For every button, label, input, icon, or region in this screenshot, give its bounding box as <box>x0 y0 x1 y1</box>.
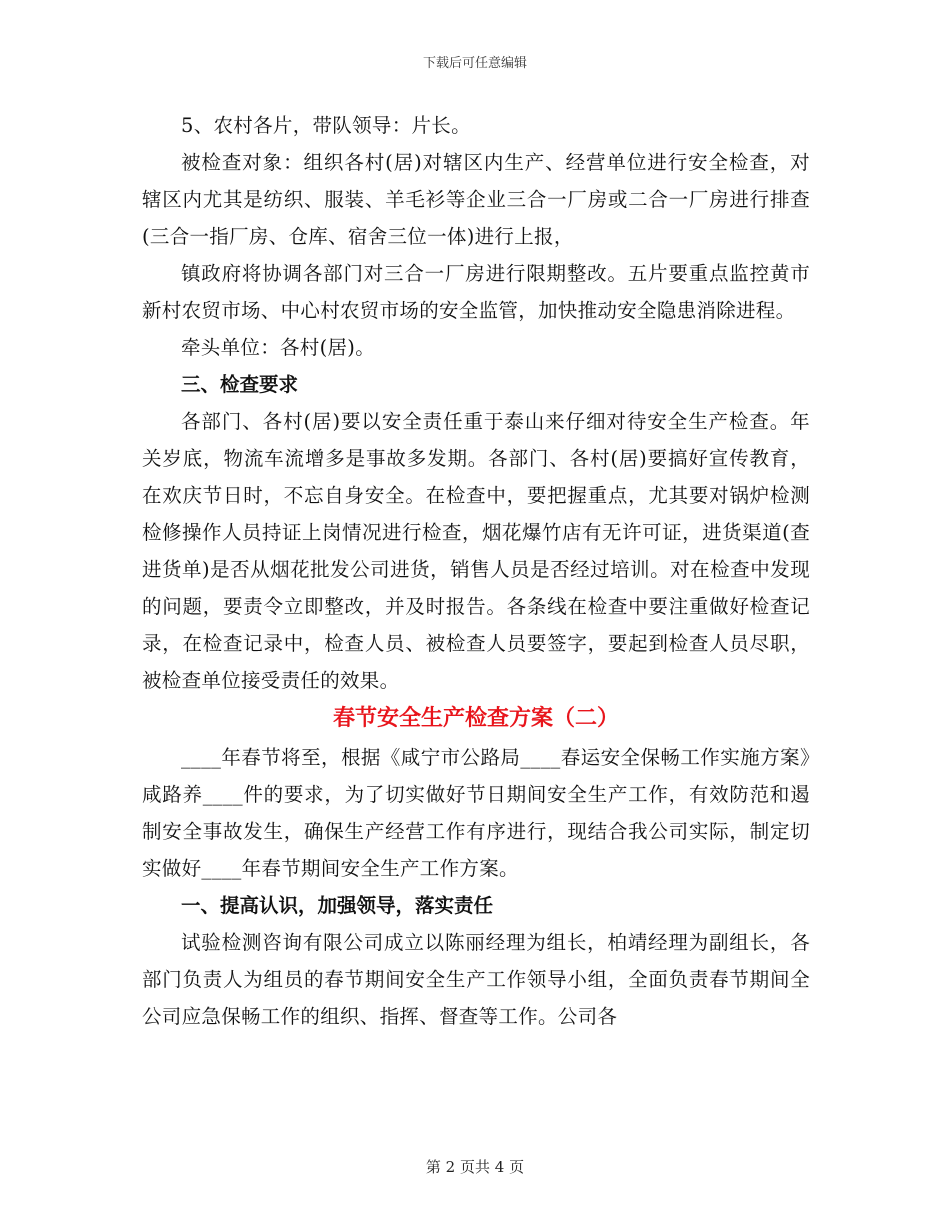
heading-inspection-requirements: 三、检查要求 <box>181 373 299 396</box>
paragraph-town-government: 镇政府将协调各部门对三合一厂房进行限期整改。五片要重点监控黄市新村农贸市场、中心村农贸市场的安全监管，加快推动安全隐患消除进程。 <box>142 262 810 322</box>
paragraph-inspected-objects: 被检查对象：组织各村(居)对辖区内生产、经营单位进行安全检查，对辖区内尤其是纺织、服装、羊毛衫等企业三合一厂房或二合一厂房进行排查(三合一指厂房、仓库、宿舍三位一体)进行上报， <box>142 151 810 248</box>
paragraph-intro: ____年春节将至，根据《咸宁市公路局____春运安全保畅工作实施方案》咸路养____件的要求，为了切实做好节日期间安全生产工作，有效防范和遏制安全事故发生，确保生产经营工作有序进行，现结合我公司实际，制定切实做好____年春节期间安全生产工作方案。 <box>142 746 810 880</box>
paragraph-leadership-group: 试验检测咨询有限公司成立以陈丽经理为组长，柏靖经理为副组长，各部门负责人为组员的春节期间安全生产工作领导小组，全面负责春节期间全公司应急保畅工作的组织、指挥、督查等工作。公司各 <box>142 931 810 1028</box>
page-header: 下载后可任意编辑 <box>422 56 527 71</box>
paragraph-requirements: 各部门、各村(居)要以安全责任重于泰山来仔细对待安全生产检查。年关岁底，物流车流增多是事故多发期。各部门、各村(居)要搞好宣传教育，在欢庆节日时，不忘自身安全。在检查中，要把握重点，尤其要对锅炉检测检修操作人员持证上岗情况进行检查，烟花爆竹店有无许可证，进货渠道(查进货单)是否从烟花批发公司进货，销售人员是否经过培训。对在检查中发现的问题，要责令立即整改，并及时报告。各条线在检查中要注重做好检查记录，在检查记录中，检查人员、被检查人员要签字，要起到检查人员尽职，被检查单位接受责任的效果。 <box>142 410 810 692</box>
paragraph-lead-unit: 牵头单位：各村(居)。 <box>181 336 376 359</box>
page-footer: 第 2 页共 4 页 <box>425 1158 525 1176</box>
document-body <box>142 107 810 1035</box>
paragraph-rural-areas: 5、农村各片，带队领导：片长。 <box>181 114 471 137</box>
section-title: 春节安全生产检查方案（二） <box>332 706 619 731</box>
heading-leadership: 一、提高认识，加强领导，落实责任 <box>181 894 494 917</box>
